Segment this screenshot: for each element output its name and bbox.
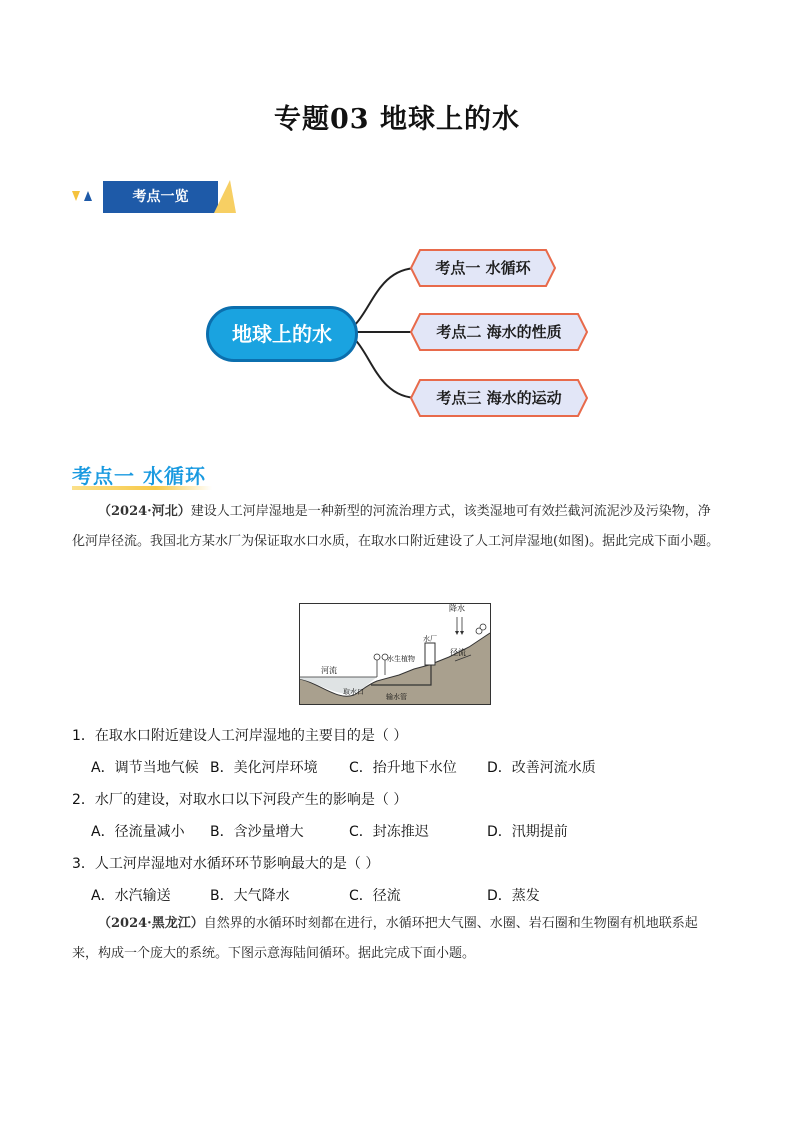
wetland-figure: [299, 603, 491, 705]
question-1-option-a: A．调节当地气候: [91, 760, 199, 776]
figure-label-factory: 水厂: [423, 635, 437, 643]
question-2-option-a: A．径流量减小: [91, 824, 185, 840]
question-3-option-a: A．水汽输送: [91, 888, 171, 904]
source-tag-2: （2024·黑龙江）: [98, 916, 204, 931]
figure-label-river: 河流: [321, 666, 337, 675]
question-3-option-b: B．大气降水: [210, 888, 290, 904]
intro-paragraph-1: [72, 497, 722, 557]
figure-label-pipe: 输水管: [386, 693, 407, 701]
question-3-stem: 3．人工河岸湿地对水循环环节影响最大的是（ ）: [72, 856, 380, 872]
banner-decoration-right: [214, 180, 238, 218]
mindmap-node-1-label: 考点一 水循环: [435, 259, 531, 277]
question-2-option-c: C．封冻推迟: [349, 824, 429, 840]
question-1-option-b: B．美化河岸环境: [210, 760, 318, 776]
mindmap-node-2: [410, 313, 588, 351]
figure-label-plant: 水生植物: [387, 655, 415, 663]
banner-decoration-left: [72, 189, 100, 211]
page-title: 专题03 地球上的水: [274, 104, 520, 135]
question-2-option-d: D．汛期提前: [487, 824, 568, 840]
paragraph-1-text: 建设人工河岸湿地是一种新型的河流治理方式，该类湿地可有效拦截河流泥沙及污染物，净化河岸径流。我国北方某水厂为保证取水口水质，在取水口附近建设了人工河岸湿地(如图)。据此完成下面小题。: [72, 504, 720, 549]
question-2-stem: 2．水厂的建设，对取水口以下河段产生的影响是（ ）: [72, 792, 408, 808]
source-tag-1: （2024·河北）: [98, 504, 191, 519]
question-2-option-b: B．含沙量增大: [210, 824, 304, 840]
intro-paragraph-2: [72, 909, 722, 969]
paragraph-2-text: 自然界的水循环时刻都在进行，水循环把大气圈、水圈、岩石圈和生物圈有机地联系起来，构成一个庞大的系统。下图示意海陆间循环。据此完成下面小题。: [72, 916, 698, 961]
question-3-option-c: C．径流: [349, 888, 401, 904]
figure-label-runoff: 径流: [450, 648, 466, 657]
mindmap-node-2-label: 考点二 海水的性质: [436, 323, 562, 341]
question-1-stem: 1．在取水口附近建设人工河岸湿地的主要目的是（ ）: [72, 728, 408, 744]
figure-label-rain: 降水: [449, 604, 465, 613]
question-1-option-c: C．抬升地下水位: [349, 760, 457, 776]
question-3-option-d: D．蒸发: [487, 888, 540, 904]
figure-label-intake: 取水口: [343, 688, 364, 696]
mindmap-center-node: 地球上的水: [206, 306, 358, 362]
mindmap-node-1: [410, 249, 556, 287]
mindmap-node-3-label: 考点三 海水的运动: [436, 389, 562, 407]
mindmap-node-3: [410, 379, 588, 417]
section-title: 考点一 水循环: [72, 464, 206, 488]
section-banner: 考点一览: [103, 181, 218, 213]
question-1-option-d: D．改善河流水质: [487, 760, 596, 776]
